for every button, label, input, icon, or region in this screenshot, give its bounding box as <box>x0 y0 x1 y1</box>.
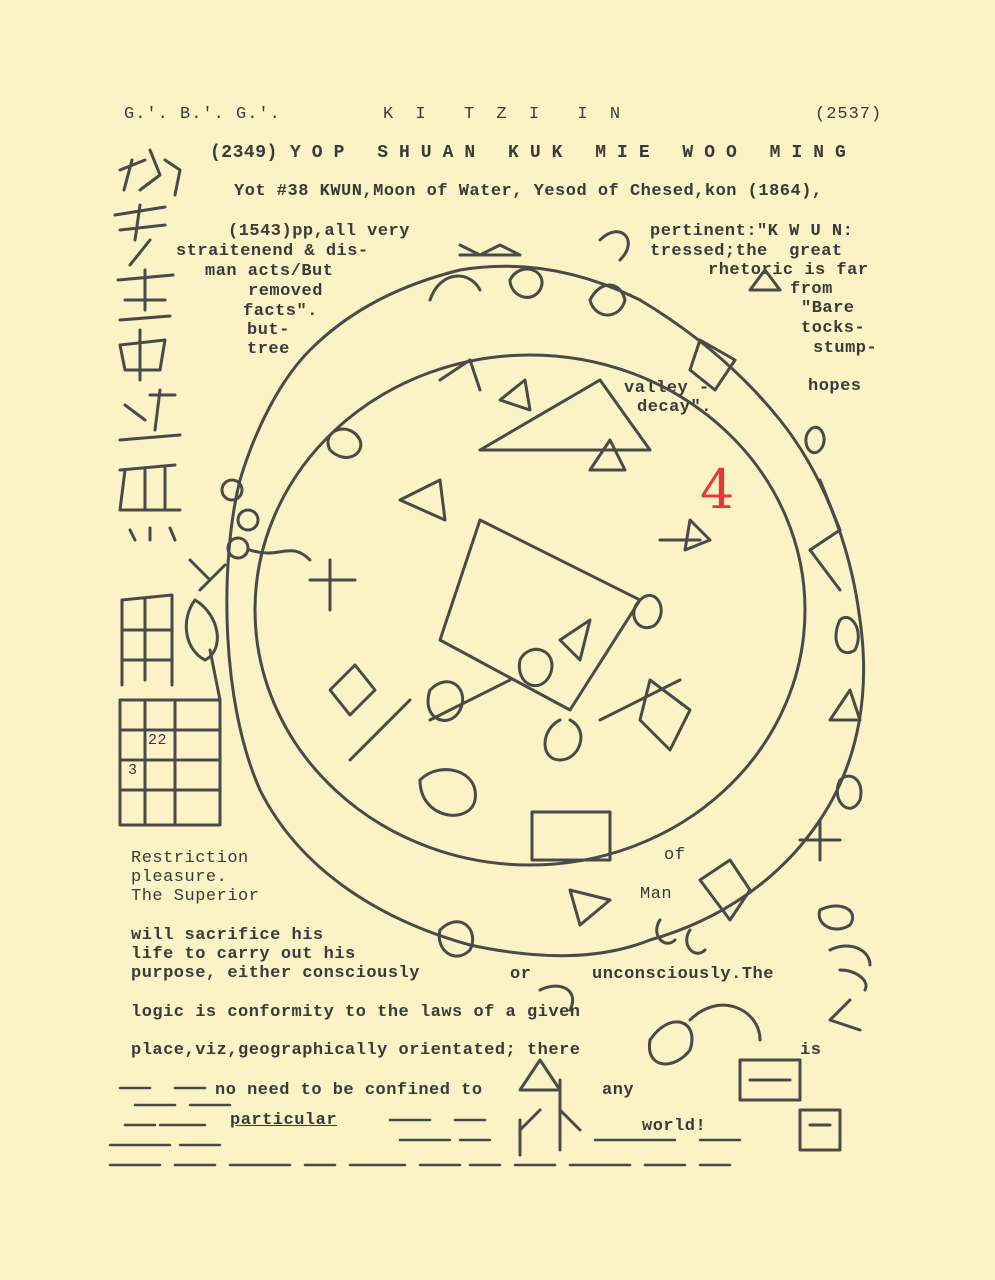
lower-right-line-2: Man <box>640 885 673 904</box>
right-line-8: hopes <box>808 377 862 396</box>
grid-number-a: 22 <box>148 732 168 749</box>
right-line-4: from <box>790 280 833 299</box>
header-center: K I T Z I I N <box>383 105 627 124</box>
left-line-2: straitenend & dis- <box>176 242 369 261</box>
center-line-2: decay". <box>637 398 712 417</box>
paragraph-line-11: particular <box>230 1111 338 1130</box>
paragraph-line-9: no need to be confined to <box>215 1081 483 1100</box>
right-line-1: pertinent:"K W U N: <box>650 222 854 241</box>
left-line-6: but- <box>247 321 290 340</box>
bottom-dashes <box>110 1088 740 1165</box>
page-title: YOP SHUAN KUK MIE WOO MING <box>290 143 857 163</box>
left-line-3: man acts/But <box>205 262 334 281</box>
left-line-7: tree <box>247 340 290 359</box>
right-line-6: tocks- <box>801 319 866 338</box>
header-right: (2537) <box>815 105 883 124</box>
left-line-4: removed <box>248 282 323 301</box>
lower-figures <box>439 860 840 1155</box>
right-line-2: tressed;the great <box>650 242 843 261</box>
subtitle: Yot #38 KWUN,Moon of Water, Yesod of Chesed,kon (1864), <box>234 182 823 201</box>
paragraph-line-7: place,viz,geographically orientated; there <box>131 1041 581 1060</box>
left-line-1: (1543)pp,all very <box>228 222 410 241</box>
right-line-7: stump- <box>813 339 878 358</box>
grid-number-b: 3 <box>128 762 138 779</box>
header-left: G.'. B.'. G.'. <box>124 105 281 124</box>
drawn-rectangle <box>532 812 610 860</box>
title-number: (2349) <box>210 143 278 163</box>
paragraph-line-1: will sacrifice his <box>131 926 324 945</box>
right-line-5: "Bare <box>801 299 855 318</box>
paragraph-line-12: world! <box>642 1117 707 1136</box>
bead-chain-left <box>222 480 310 560</box>
left-line-5: facts". <box>243 302 318 321</box>
paragraph-line-2: life to carry out his <box>131 945 356 964</box>
lower-left-line-2: pleasure. <box>131 868 228 887</box>
lower-left-line-1: Restriction <box>131 849 249 868</box>
paragraph-line-5: unconsciously.The <box>592 965 774 984</box>
page-number-mark: 4 <box>700 458 735 521</box>
outer-ring <box>227 266 864 955</box>
paragraph-line-10: any <box>602 1081 635 1100</box>
lower-left-line-3: The Superior <box>131 887 260 906</box>
paragraph-line-8: is <box>800 1041 822 1060</box>
right-line-3: rhetoric is far <box>708 261 869 280</box>
paragraph-line-6: logic is conformity to the laws of a given <box>131 1003 581 1022</box>
drawn-grid <box>120 700 220 825</box>
center-line-1: valley - <box>624 379 710 398</box>
paragraph-line-3: purpose, either consciously <box>131 964 420 983</box>
left-glyph-column <box>115 150 225 825</box>
inner-figures <box>310 232 780 860</box>
paragraph-line-4: or <box>510 965 532 984</box>
lower-right-line-1: of <box>664 846 686 865</box>
